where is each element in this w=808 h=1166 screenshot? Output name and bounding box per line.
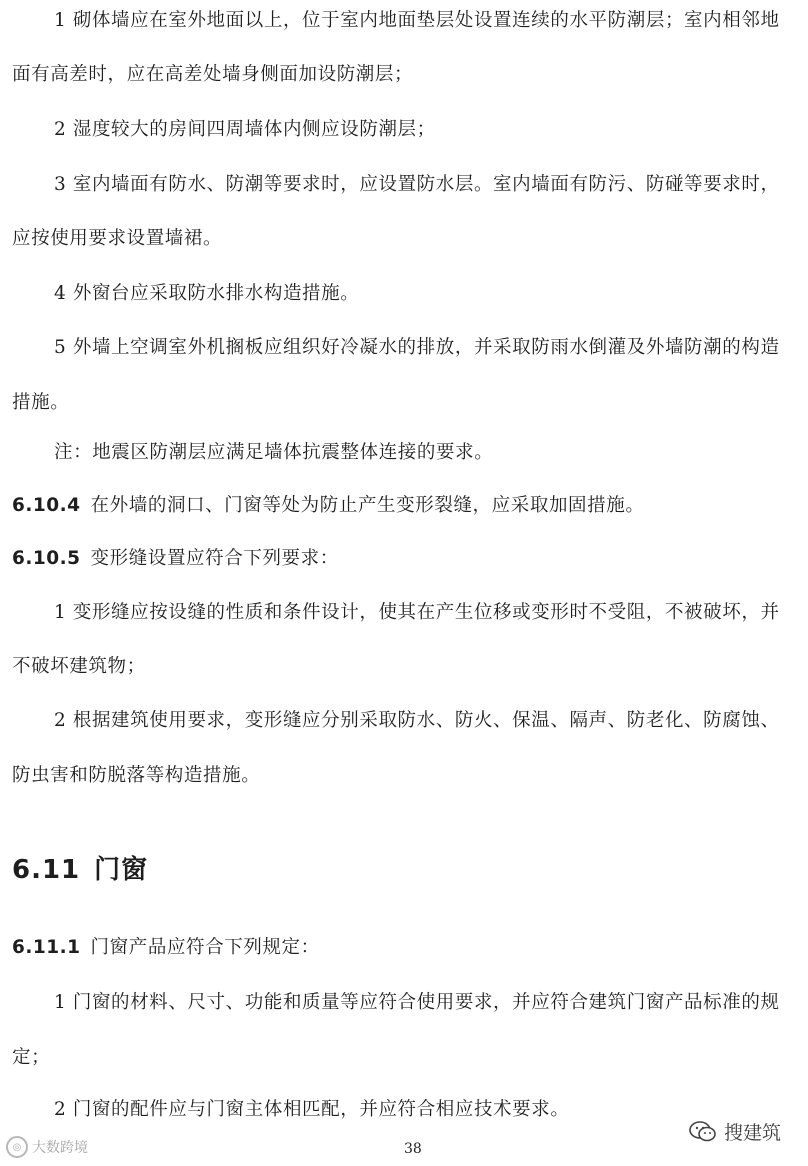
text-line: 1 砌体墙应在室外地面以上，位于室内地面垫层处设置连续的水平防潮层；室内相邻地 xyxy=(54,10,780,31)
text-line: 注：地震区防潮层应满足墙体抗震整体连接的要求。 xyxy=(54,442,494,463)
watermark-logo-icon: ◎ xyxy=(6,1136,28,1158)
clause-number: 6.10.5 xyxy=(12,548,81,569)
text-line: 防虫害和防脱落等构造措施。 xyxy=(12,765,261,786)
text-line: 4 外窗台应采取防水排水构造措施。 xyxy=(54,283,360,304)
clause-6-11-1 xyxy=(12,935,320,961)
clause-number: 6.10.4 xyxy=(12,495,81,516)
clause-text: 门窗产品应符合下列规定： xyxy=(90,937,320,958)
text-line: 不破坏建筑物； xyxy=(12,656,146,677)
text-line: 2 根据建筑使用要求，变形缝应分别采取防水、防火、保温、隔声、防老化、防腐蚀、 xyxy=(54,710,780,731)
watermark-left-text: 大数跨境 xyxy=(32,1140,88,1156)
clause-6-10-4 xyxy=(12,493,644,519)
text-line: 2 门窗的配件应与门窗主体相匹配，并应符合相应技术要求。 xyxy=(54,1099,570,1120)
section-heading xyxy=(12,853,148,887)
clause-number: 6.11.1 xyxy=(12,937,81,958)
clause-text: 在外墙的洞口、门窗等处为防止产生变形裂缝，应采取加固措施。 xyxy=(90,495,645,516)
text-line: 3 室内墙面有防水、防潮等要求时，应设置防水层。室内墙面有防污、防碰等要求时， xyxy=(54,174,780,195)
text-line: 2 湿度较大的房间四周墙体内侧应设防潮层； xyxy=(54,119,436,140)
text-line: 措施。 xyxy=(12,392,70,413)
watermark-right-text: 搜建筑 xyxy=(724,1122,782,1144)
page-number: 38 xyxy=(404,1141,422,1157)
section-number: 6.11 xyxy=(12,855,81,885)
text-line: 1 变形缝应按设缝的性质和条件设计，使其在产生位移或变形时不受阻，不被破坏，并 xyxy=(54,602,780,623)
text-line: 应按使用要求设置墙裙。 xyxy=(12,228,223,249)
watermark-right xyxy=(688,1118,781,1145)
clause-6-10-5 xyxy=(12,546,339,572)
text-line: 1 门窗的材料、尺寸、功能和质量等应符合使用要求，并应符合建筑门窗产品标准的规 xyxy=(54,992,780,1013)
watermark-left xyxy=(6,1136,88,1158)
text-line: 5 外墙上空调室外机搁板应组织好冷凝水的排放，并采取防雨水倒灌及外墙防潮的构造 xyxy=(54,337,780,358)
text-line: 定； xyxy=(12,1047,51,1068)
wechat-icon xyxy=(688,1119,718,1145)
clause-text: 变形缝设置应符合下列要求： xyxy=(90,548,339,569)
text-line: 面有高差时，应在高差处墙身侧面加设防潮层； xyxy=(12,64,414,85)
section-title: 门窗 xyxy=(94,855,149,885)
